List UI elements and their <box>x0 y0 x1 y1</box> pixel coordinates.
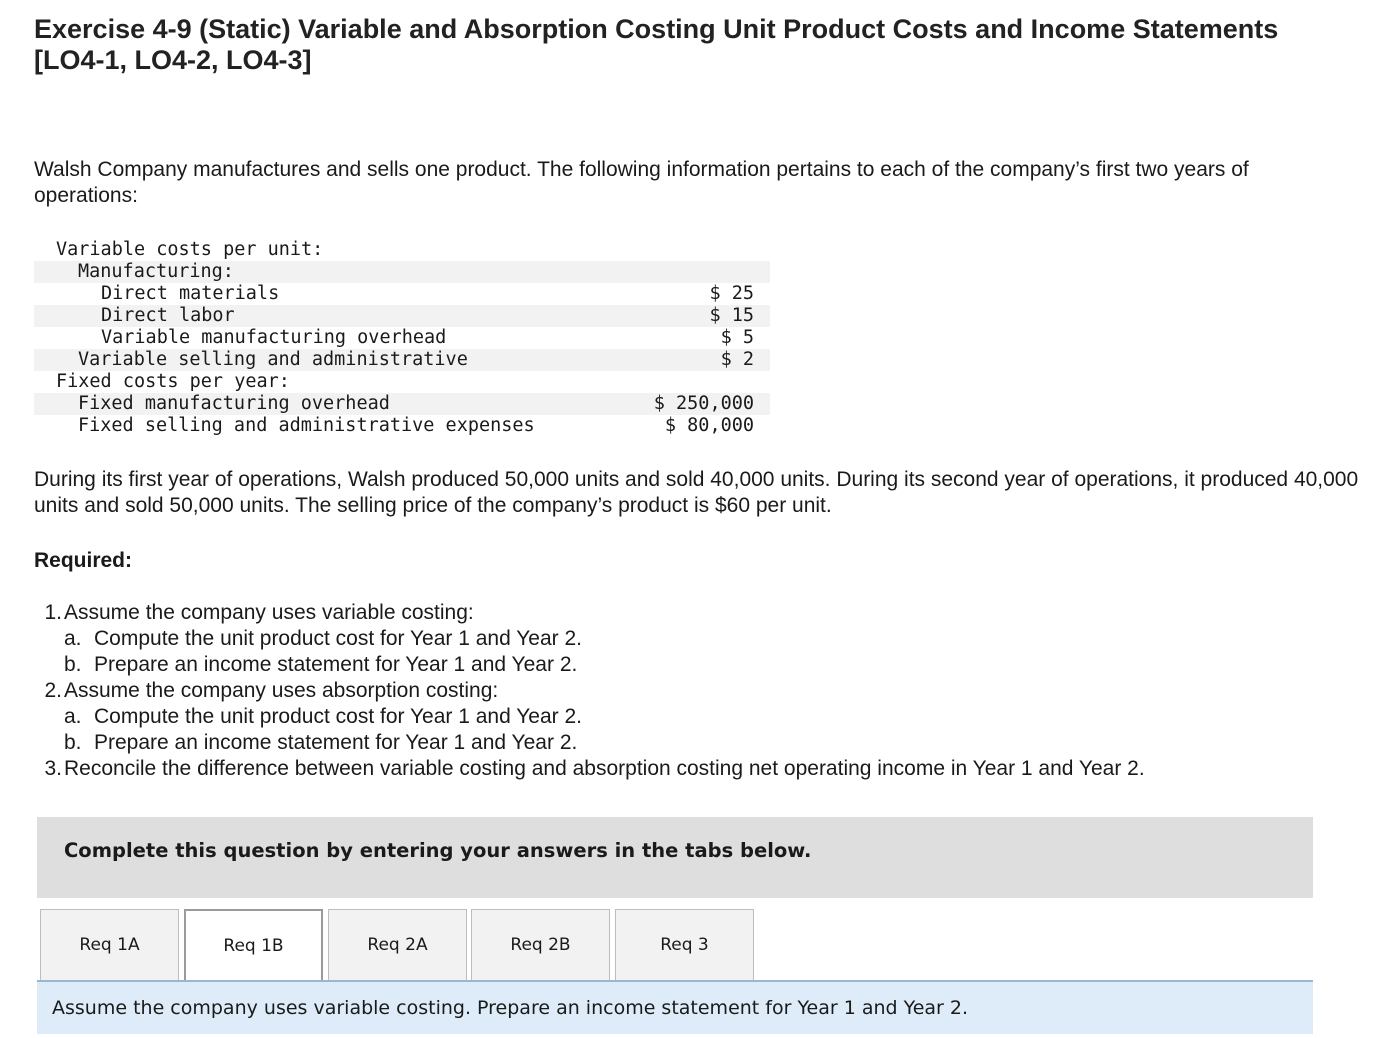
cost-value: $ 15 <box>709 305 754 326</box>
cost-label: Variable manufacturing overhead <box>101 327 447 348</box>
requirement-letter: a. <box>64 627 82 650</box>
cost-label: Variable selling and administrative <box>78 349 468 370</box>
cost-label: Direct materials <box>101 283 280 304</box>
cost-row-variable-header <box>34 239 770 261</box>
requirement-text: Compute the unit product cost for Year 1 and Year 2. <box>94 705 583 728</box>
cost-row-direct-materials <box>34 283 770 305</box>
tab-req-1a[interactable]: Req 1A <box>40 909 179 980</box>
requirement-text: Prepare an income statement for Year 1 and Year 2. <box>94 731 578 754</box>
instruction-banner <box>37 817 1313 898</box>
intro-paragraph: Walsh Company manufactures and sells one product. The following information pertains to each of the company’s first two years of operations: <box>34 158 1249 207</box>
cost-row-direct-labor <box>34 305 770 327</box>
requirement-3 <box>34 756 1364 782</box>
tab-req-2a[interactable]: Req 2A <box>328 909 467 980</box>
page-title: Exercise 4-9 (Static) Variable and Absorption Costing Unit Product Costs and Income Statements [LO4-1, LO4-2, LO4-3] <box>34 14 1279 75</box>
requirement-letter: b. <box>64 653 82 676</box>
tab-req-3[interactable]: Req 3 <box>615 909 754 980</box>
cost-row-fixed-sga <box>34 415 770 437</box>
requirement-1 <box>34 600 1364 626</box>
cost-value: $ 250,000 <box>653 393 754 414</box>
required-heading: Required: <box>34 549 133 572</box>
tab-panel-header <box>37 982 1313 1034</box>
cost-label: Variable costs per unit: <box>56 239 324 260</box>
requirement-text: Assume the company uses absorption costing: <box>64 679 499 702</box>
requirement-1b <box>34 652 1364 678</box>
cost-row-variable-sga <box>34 349 770 371</box>
requirement-1a <box>34 626 1364 652</box>
requirement-text: Compute the unit product cost for Year 1 and Year 2. <box>94 627 583 650</box>
cost-label: Fixed selling and administrative expenses <box>78 415 535 436</box>
cost-label: Fixed manufacturing overhead <box>78 393 390 414</box>
tab-req-2b[interactable]: Req 2B <box>471 909 610 980</box>
cost-value: $ 25 <box>709 283 754 304</box>
requirement-number: 2. <box>44 679 62 702</box>
cost-label: Direct labor <box>101 305 235 326</box>
tab-req-1b[interactable]: Req 1B <box>184 909 323 982</box>
cost-value: $ 5 <box>720 327 754 348</box>
requirement-letter: a. <box>64 705 82 728</box>
instruction-text: Complete this question by entering your answers in the tabs below. <box>64 839 812 862</box>
cost-row-fixed-mfg-overhead <box>34 393 770 415</box>
requirement-text: Assume the company uses variable costing: <box>64 601 474 624</box>
cost-row-fixed-header <box>34 371 770 393</box>
requirements-list <box>34 600 1364 782</box>
requirement-letter: b. <box>64 731 82 754</box>
cost-value: $ 80,000 <box>664 415 754 436</box>
operations-paragraph: During its first year of operations, Walsh produced 50,000 units and sold 40,000 units. During its second year of operations, it produced 40,000 units and sold 50,000 units. The selling price of the company’s product is $60 per unit. <box>34 468 1359 517</box>
cost-label: Manufacturing: <box>78 261 234 282</box>
requirement-2b <box>34 730 1364 756</box>
requirement-number: 1. <box>44 601 62 624</box>
cost-value: $ 2 <box>720 349 754 370</box>
requirement-number: 3. <box>44 757 62 780</box>
cost-row-variable-mfg-overhead <box>34 327 770 349</box>
requirement-text: Reconcile the difference between variable costing and absorption costing net operating income in Year 1 and Year 2. <box>64 757 1145 780</box>
cost-label: Fixed costs per year: <box>56 371 290 392</box>
requirement-2 <box>34 678 1364 704</box>
cost-row-manufacturing-header <box>34 261 770 283</box>
requirement-text: Prepare an income statement for Year 1 and Year 2. <box>94 653 578 676</box>
requirement-2a <box>34 704 1364 730</box>
tab-panel-text: Assume the company uses variable costing. Prepare an income statement for Year 1 and Year 2. <box>52 997 969 1019</box>
cost-data-table <box>34 239 770 437</box>
